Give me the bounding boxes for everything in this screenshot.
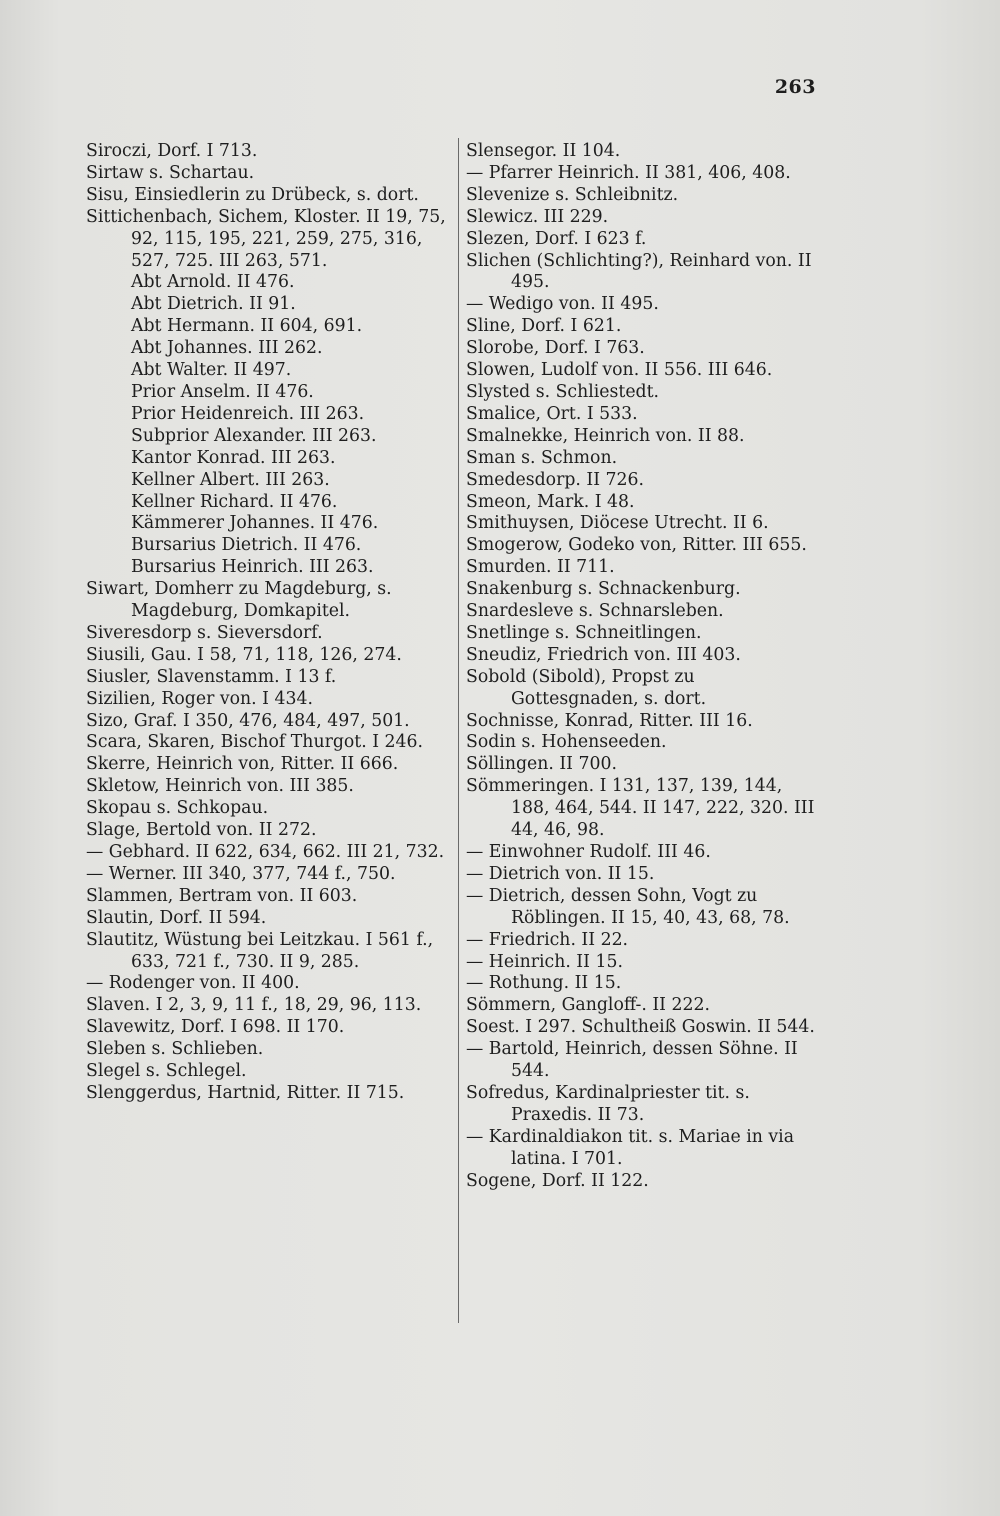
index-entry: Skerre, Heinrich von, Ritter. II 666. bbox=[86, 754, 399, 775]
index-entry: — Rodenger von. II 400. bbox=[86, 973, 300, 994]
index-entry: Sittichenbach, Sichem, Kloster. II 19, 75, 92, 115, 195, 221, 259, 275, 316, 527, 725. III 263, 571. bbox=[86, 206, 446, 271]
index-entry: — Dietrich von. II 15. bbox=[466, 863, 655, 884]
index-entry: Sizilien, Roger von. I 434. bbox=[86, 688, 313, 709]
index-entry: Slysted s. Schliestedt. bbox=[466, 381, 660, 402]
index-entry: Slage, Bertold von. II 272. bbox=[86, 820, 317, 841]
index-subentry: Bursarius Heinrich. III 263. bbox=[131, 557, 374, 578]
index-entry: Smeon, Mark. I 48. bbox=[466, 491, 635, 512]
index-entry: Smedesdorp. II 726. bbox=[466, 469, 645, 490]
index-entry: Sodin s. Hohenseeden. bbox=[466, 732, 667, 753]
index-subentry: Abt Walter. II 497. bbox=[131, 360, 292, 381]
index-entry: Slewicz. III 229. bbox=[466, 206, 609, 227]
index-subentry: Bursarius Dietrich. II 476. bbox=[131, 535, 362, 556]
left-column bbox=[86, 141, 450, 1105]
index-subentry: Abt Arnold. II 476. bbox=[131, 272, 295, 293]
index-entry: Sizo, Graf. I 350, 476, 484, 497, 501. bbox=[86, 710, 410, 731]
index-entry: Slensegor. II 104. bbox=[466, 141, 621, 161]
index-entry: Skopau s. Schkopau. bbox=[86, 798, 269, 819]
index-entry: — Friedrich. II 22. bbox=[466, 929, 629, 950]
index-entry: Slavewitz, Dorf. I 698. II 170. bbox=[86, 1017, 345, 1038]
index-entry: Sömmeringen. I 131, 137, 139, 144, 188, 464, 544. II 147, 222, 320. III 44, 46, 98. bbox=[466, 776, 815, 841]
index-entry: — Bartold, Heinrich, dessen Söhne. II 544. bbox=[466, 1039, 798, 1082]
index-subentry: Prior Heidenreich. III 263. bbox=[131, 403, 365, 424]
index-entry: Slammen, Bertram von. II 603. bbox=[86, 885, 358, 906]
index-entry: Scara, Skaren, Bischof Thurgot. I 246. bbox=[86, 732, 424, 753]
index-entry: Sofredus, Kardinalpriester tit. s. Praxedis. II 73. bbox=[466, 1082, 750, 1125]
index-entry: Slorobe, Dorf. I 763. bbox=[466, 338, 645, 359]
index-entry: Slichen (Schlichting?), Reinhard von. II 495. bbox=[466, 250, 812, 293]
index-subentry: Kellner Albert. III 263. bbox=[131, 469, 330, 490]
index-entry: Slautin, Dorf. II 594. bbox=[86, 907, 267, 928]
index-entry: Smurden. II 711. bbox=[466, 557, 615, 578]
index-subentry: Kämmerer Johannes. II 476. bbox=[131, 513, 379, 534]
index-entry: Sneudiz, Friedrich von. III 403. bbox=[466, 644, 741, 665]
index-entry: Snardesleve s. Schnarsleben. bbox=[466, 601, 724, 622]
index-entry: Smalice, Ort. I 533. bbox=[466, 403, 638, 424]
index-entry: — Dietrich, dessen Sohn, Vogt zu Röblingen. II 15, 40, 43, 68, 78. bbox=[466, 885, 790, 928]
index-entry: — Rothung. II 15. bbox=[466, 973, 622, 994]
index-entry: Sleben s. Schlieben. bbox=[86, 1039, 264, 1060]
index-entry: Sogene, Dorf. II 122. bbox=[466, 1170, 649, 1191]
index-entry: Sman s. Schmon. bbox=[466, 447, 618, 468]
index-entry: Söllingen. II 700. bbox=[466, 754, 617, 775]
index-entry: Siveresdorp s. Sieversdorf. bbox=[86, 622, 323, 643]
index-entry: — Werner. III 340, 377, 744 f., 750. bbox=[86, 863, 396, 884]
index-subentry: Subprior Alexander. III 263. bbox=[131, 425, 377, 446]
index-entry: Skletow, Heinrich von. III 385. bbox=[86, 776, 354, 797]
index-entry: Smithuysen, Diöcese Utrecht. II 6. bbox=[466, 513, 769, 534]
index-entry: — Heinrich. II 15. bbox=[466, 951, 623, 972]
index-entry: Sirtaw s. Schartau. bbox=[86, 162, 255, 183]
index-entry: Snetlinge s. Schneitlingen. bbox=[466, 622, 702, 643]
index-entry: Siusler, Slavenstamm. I 13 f. bbox=[86, 666, 337, 687]
index-subentry: Kellner Richard. II 476. bbox=[131, 491, 338, 512]
index-entry: — Gebhard. II 622, 634, 662. III 21, 732. bbox=[86, 842, 445, 862]
index-subentry: Abt Johannes. III 262. bbox=[131, 338, 323, 359]
index-entry: — Pfarrer Heinrich. II 381, 406, 408. bbox=[466, 162, 791, 183]
index-entry: Snakenburg s. Schnackenburg. bbox=[466, 579, 741, 600]
index-entry: Slenggerdus, Hartnid, Ritter. II 715. bbox=[86, 1082, 405, 1103]
index-entry: — Kardinaldiakon tit. s. Mariae in via latina. I 701. bbox=[466, 1126, 794, 1169]
index-entry: Siroczi, Dorf. I 713. bbox=[86, 141, 258, 161]
index-entry: Sline, Dorf. I 621. bbox=[466, 316, 622, 337]
index-entry: Slaven. I 2, 3, 9, 11 f., 18, 29, 96, 113. bbox=[86, 995, 422, 1016]
index-entry: — Wedigo von. II 495. bbox=[466, 294, 659, 315]
index-entry: Slautitz, Wüstung bei Leitzkau. I 561 f., 633, 721 f., 730. II 9, 285. bbox=[86, 929, 434, 972]
index-entry: Sochnisse, Konrad, Ritter. III 16. bbox=[466, 710, 753, 731]
index-entry: Slegel s. Schlegel. bbox=[86, 1061, 247, 1082]
index-entry: Sobold (Sibold), Propst zu Gottesgnaden, s. dort. bbox=[466, 666, 707, 709]
right-column bbox=[466, 141, 818, 1193]
index-entry: Soest. I 297. Schultheiß Goswin. II 544. bbox=[466, 1017, 815, 1038]
index-entry: Siusili, Gau. I 58, 71, 118, 126, 274. bbox=[86, 644, 402, 665]
index-entry: Slowen, Ludolf von. II 556. III 646. bbox=[466, 360, 773, 381]
index-entry: Siwart, Domherr zu Magdeburg, s. Magdeburg, Domkapitel. bbox=[86, 579, 392, 622]
index-entry: Slezen, Dorf. I 623 f. bbox=[466, 228, 647, 249]
index-subentry: Abt Hermann. II 604, 691. bbox=[131, 316, 363, 337]
index-entry: — Einwohner Rudolf. III 46. bbox=[466, 842, 711, 862]
column-divider bbox=[458, 138, 459, 1323]
page-number: 263 bbox=[774, 76, 816, 98]
index-entry: Sisu, Einsiedlerin zu Drübeck, s. dort. bbox=[86, 184, 419, 205]
index-subentry: Kantor Konrad. III 263. bbox=[131, 447, 336, 468]
index-entry: Smogerow, Godeko von, Ritter. III 655. bbox=[466, 535, 807, 556]
index-entry: Sömmern, Gangloff-. II 222. bbox=[466, 995, 710, 1016]
index-subentry: Prior Anselm. II 476. bbox=[131, 381, 314, 402]
index-subentry: Abt Dietrich. II 91. bbox=[131, 294, 296, 315]
index-entry: Smalnekke, Heinrich von. II 88. bbox=[466, 425, 745, 446]
index-entry: Slevenize s. Schleibnitz. bbox=[466, 184, 679, 205]
